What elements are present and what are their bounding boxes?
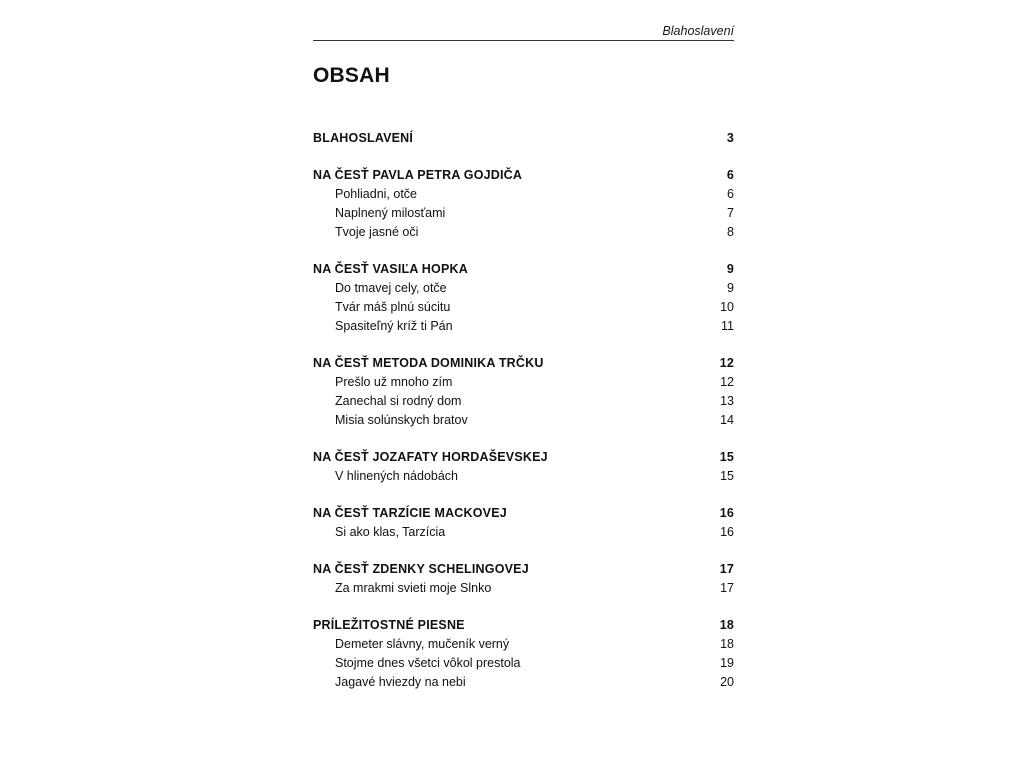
entry-title: V hlinených nádobách xyxy=(335,469,459,483)
toc-entry xyxy=(313,673,734,692)
entry-title: Naplnený milosťami xyxy=(335,206,446,220)
entry-page-number: 9 xyxy=(727,281,734,295)
entry-page-number: 16 xyxy=(720,525,734,539)
entry-title: Demeter slávny, mučeník verný xyxy=(335,637,510,651)
toc-entry xyxy=(313,373,734,392)
entry-page-number: 19 xyxy=(720,656,734,670)
toc-entry xyxy=(313,185,734,204)
header-rule xyxy=(313,40,734,41)
entry-title: Misia solúnskych bratov xyxy=(335,413,468,427)
entry-title: Za mrakmi svieti moje Slnko xyxy=(335,581,492,595)
toc-section xyxy=(313,129,734,148)
entry-page-number: 15 xyxy=(720,469,734,483)
toc-section xyxy=(313,616,734,692)
section-page-number: 3 xyxy=(726,131,734,145)
entry-page-number: 8 xyxy=(727,225,734,239)
toc-section-heading xyxy=(313,129,734,148)
toc-entry xyxy=(313,467,734,486)
toc-entry xyxy=(313,579,734,598)
entry-page-number: 12 xyxy=(720,375,734,389)
entry-title: Spasiteľný kríž ti Pán xyxy=(335,319,453,333)
entry-title: Zanechal si rodný dom xyxy=(335,394,462,408)
toc-section-heading xyxy=(313,260,734,279)
running-header: Blahoslavení xyxy=(662,24,734,38)
toc-section xyxy=(313,448,734,486)
section-title: NA ČESŤ JOZAFATY HORDAŠEVSKEJ xyxy=(313,450,548,464)
section-page-number: 6 xyxy=(726,168,734,182)
section-page-number: 15 xyxy=(719,450,734,464)
toc-entry xyxy=(313,223,734,242)
section-page-number: 9 xyxy=(726,262,734,276)
entry-page-number: 10 xyxy=(720,300,734,314)
entry-page-number: 13 xyxy=(720,394,734,408)
section-title: NA ČESŤ VASIĽA HOPKA xyxy=(313,262,468,276)
entry-page-number: 17 xyxy=(720,581,734,595)
section-title: BLAHOSLAVENÍ xyxy=(313,131,414,145)
table-of-contents xyxy=(313,129,734,710)
toc-entry xyxy=(313,279,734,298)
toc-section xyxy=(313,166,734,242)
toc-section xyxy=(313,354,734,430)
section-title: NA ČESŤ TARZÍCIE MACKOVEJ xyxy=(313,506,507,520)
toc-entry xyxy=(313,392,734,411)
toc-section xyxy=(313,504,734,542)
entry-title: Jagavé hviezdy na nebi xyxy=(335,675,466,689)
toc-section xyxy=(313,260,734,336)
section-page-number: 16 xyxy=(719,506,734,520)
toc-section-heading xyxy=(313,166,734,185)
entry-page-number: 7 xyxy=(727,206,734,220)
section-title: PRÍLEŽITOSTNÉ PIESNE xyxy=(313,618,465,632)
toc-section xyxy=(313,560,734,598)
toc-section-heading xyxy=(313,616,734,635)
section-page-number: 18 xyxy=(719,618,734,632)
toc-entry xyxy=(313,317,734,336)
entry-title: Do tmavej cely, otče xyxy=(335,281,447,295)
entry-title: Tvár máš plnú súcitu xyxy=(335,300,451,314)
toc-entry xyxy=(313,635,734,654)
entry-page-number: 18 xyxy=(720,637,734,651)
entry-page-number: 20 xyxy=(720,675,734,689)
entry-title: Pohliadni, otče xyxy=(335,187,418,201)
toc-entry xyxy=(313,204,734,223)
toc-section-heading xyxy=(313,448,734,467)
entry-title: Prešlo už mnoho zím xyxy=(335,375,453,389)
entry-title: Tvoje jasné oči xyxy=(335,225,419,239)
entry-page-number: 6 xyxy=(727,187,734,201)
toc-entry xyxy=(313,654,734,673)
entry-page-number: 14 xyxy=(720,413,734,427)
entry-page-number: 11 xyxy=(721,319,734,333)
toc-section-heading xyxy=(313,354,734,373)
toc-section-heading xyxy=(313,560,734,579)
toc-entry xyxy=(313,298,734,317)
section-title: NA ČESŤ ZDENKY SCHELINGOVEJ xyxy=(313,562,529,576)
toc-entry xyxy=(313,523,734,542)
section-page-number: 12 xyxy=(719,356,734,370)
section-page-number: 17 xyxy=(719,562,734,576)
toc-entry xyxy=(313,411,734,430)
entry-title: Stojme dnes všetci vôkol prestola xyxy=(335,656,521,670)
section-title: NA ČESŤ METODA DOMINIKA TRČKU xyxy=(313,356,544,370)
toc-section-heading xyxy=(313,504,734,523)
page-title: OBSAH xyxy=(313,64,390,87)
entry-title: Si ako klas, Tarzícia xyxy=(335,525,446,539)
section-title: NA ČESŤ PAVLA PETRA GOJDIČA xyxy=(313,168,523,182)
